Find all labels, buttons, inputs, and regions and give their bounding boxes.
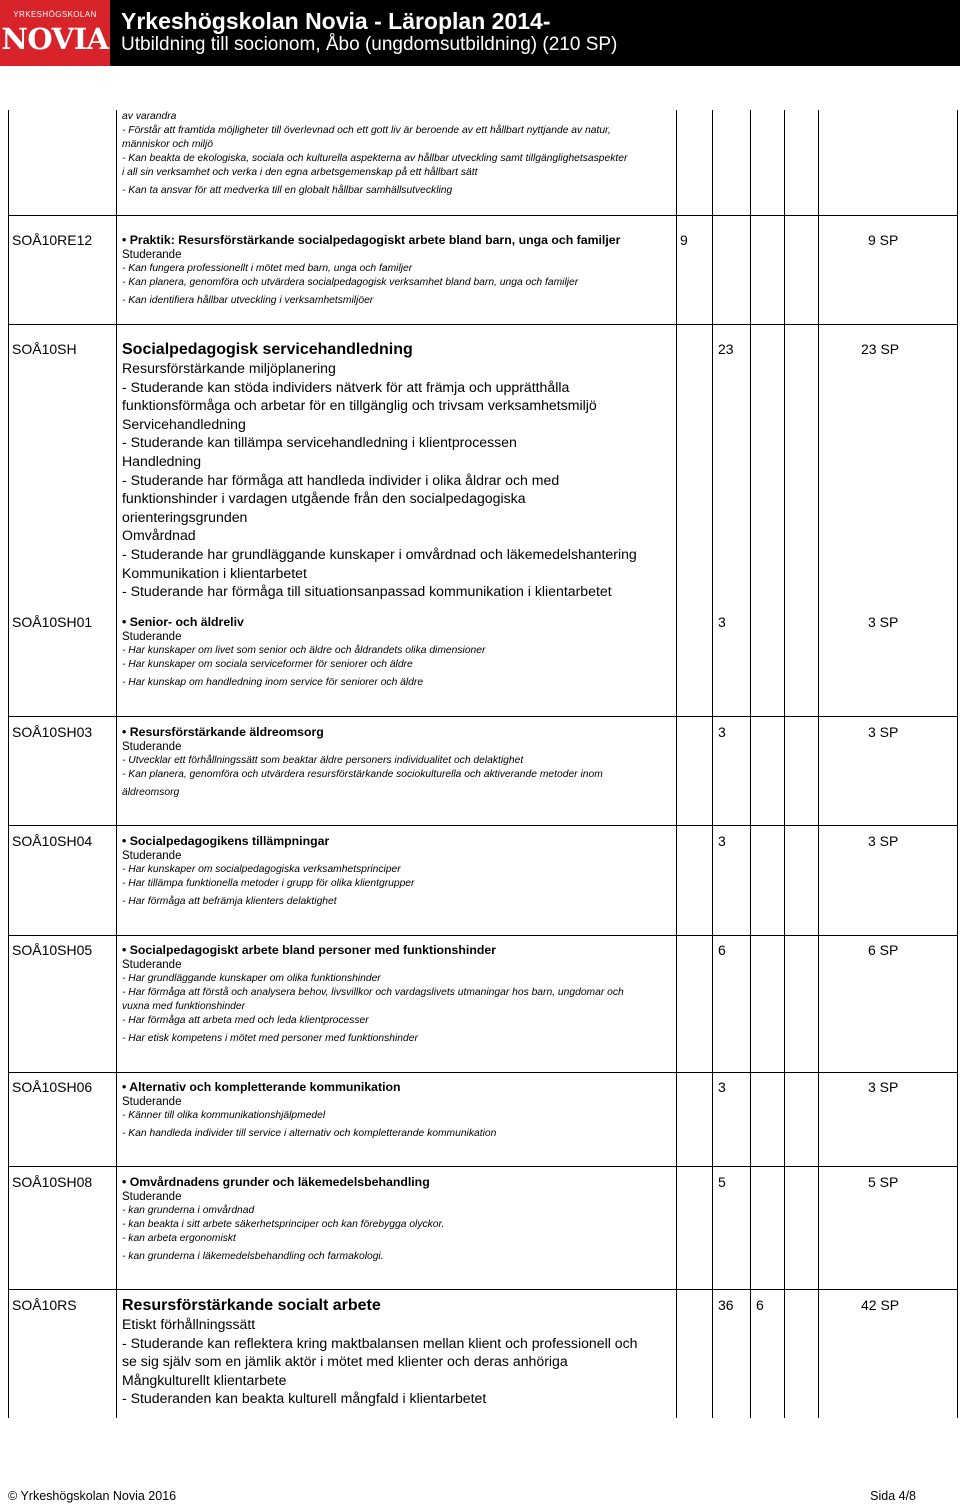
column-divider [116,110,117,1418]
credit-value: 3 [718,614,726,630]
outcome-line: vuxna med funktionshinder [122,1001,246,1012]
course-sublabel: Studerande [122,959,182,971]
outcome-line: - Har etisk kompetens i mötet med personer med funktionshinder [122,1033,418,1044]
course-content [122,724,674,800]
outcome-line: - Studerande kan stöda individers nätverk för att främja och upprätthålla [122,378,570,395]
course-title: • Senior- och äldreliv [122,615,244,629]
column-divider [784,110,785,1418]
course-content [122,1174,674,1264]
course-title: Resursförstärkande socialt arbete [122,1297,381,1314]
course-code: SOÅ10SH08 [12,1174,93,1190]
course-title: • Alternativ och kompletterande kommunikation [122,1080,401,1094]
course-content [122,614,674,690]
table-border-right [957,110,958,1418]
outcome-line: - Förstår att framtida möjligheter till överlevnad och ett gott liv är beroende av ett hållbart nyttjande av natur, [122,125,611,136]
header-title: Yrkeshögskolan Novia - Läroplan 2014- [121,8,551,34]
credit-value: 6 [718,942,726,958]
outcome-line: - Studerande har förmåga att handleda individer i olika åldrar och med [122,471,560,488]
credit-total: 3 SP [868,1079,899,1095]
course-content [122,1296,674,1408]
outcome-line: Servicehandledning [122,415,246,432]
column-divider [750,110,751,1418]
logo-top-text: YRKESHÖGSKOLAN [13,10,97,19]
course-code: SOÅ10SH05 [12,942,93,958]
column-divider [818,110,819,1418]
course-code: SOÅ10RS [12,1297,77,1313]
row-divider [8,215,957,216]
course-content [122,232,674,308]
footer-page-number: Sida 4/8 [870,1489,916,1503]
outcome-line: - Har kunskaper om livet som senior och äldre och åldrandets olika dimensioner [122,645,486,656]
outcome-line: människor och miljö [122,139,213,150]
credit-total: 3 SP [868,833,899,849]
outcome-line: - Kan fungera professionellt i mötet med barn, unga och familjer [122,263,413,274]
outcome-line: - Har förmåga att förstå och analysera behov, livsvillkor och vardagslivets utmaningar hos barn, ungdomar och [122,987,624,998]
credit-total: 9 SP [868,232,899,248]
column-divider [676,110,677,1418]
credit-total: 3 SP [868,724,899,740]
course-title: • Resursförstärkande äldreomsorg [122,725,324,739]
credit-total: 6 SP [868,942,899,958]
course-sublabel: Studerande [122,631,182,643]
outcome-line: - Kan beakta de ekologiska, sociala och kulturella aspekterna av hållbar utveckling samt tillgänglighetsaspekter [122,153,628,164]
course-content [122,942,674,1046]
outcome-line: i all sin verksamhet och verka i den egna arbetsgemenskap på ett hållbart sätt [122,167,478,178]
course-code: SOÅ10SH06 [12,1079,93,1095]
credit-value: 23 [718,341,734,357]
outcome-line: Kommunikation i klientarbetet [122,564,307,581]
row-divider [8,1289,957,1290]
credit-value: 3 [718,833,726,849]
course-code: SOÅ10SH01 [12,614,93,630]
credit-value: 36 [718,1297,734,1313]
outcome-line: äldreomsorg [122,787,180,798]
outcome-line: - Kan ta ansvar för att medverka till en globalt hållbar samhällsutveckling [122,185,453,196]
credit-value: 9 [680,232,688,248]
credit-total: 42 SP [861,1297,900,1313]
course-sublabel: Studerande [122,1191,182,1203]
outcome-line: - Utvecklar ett förhållningssätt som beaktar äldre personers individualitet och delaktighet [122,755,524,766]
course-title: • Socialpedagogiskt arbete bland personer med funktionshinder [122,943,496,957]
course-content [122,340,674,601]
credit-value: 3 [718,724,726,740]
page-header [0,0,960,66]
credit-total: 23 SP [861,341,900,357]
outcome-line: Omvårdnad [122,527,196,544]
top-continuation [122,110,674,198]
outcome-line: - kan beakta i sitt arbete säkerhetsprinciper och kan förebygga olyckor. [122,1219,445,1230]
course-code: SOÅ10SH03 [12,724,93,740]
outcome-line: - Studerande kan tillämpa servicehandledning i klientprocessen [122,434,517,451]
outcome-line: av varandra [122,111,177,122]
course-title: • Omvårdnadens grunder och läkemedelsbehandling [122,1175,430,1189]
outcome-line: - kan grunderna i omvårdnad [122,1205,255,1216]
outcome-line: - kan arbeta ergonomiskt [122,1233,236,1244]
credit-total: 5 SP [868,1174,899,1190]
course-title: Socialpedagogisk servicehandledning [122,341,413,358]
course-title: • Socialpedagogikens tillämpningar [122,834,330,848]
outcome-line: Resursförstärkande miljöplanering [122,360,336,376]
course-sublabel: Studerande [122,1096,182,1108]
course-code: SOÅ10RE12 [12,232,93,248]
outcome-line: Handledning [122,452,202,469]
outcome-line: - Har tillämpa funktionella metoder i grupp för olika klientgrupper [122,878,415,889]
outcome-line: orienteringsgrunden [122,508,248,525]
outcome-line: Mångkulturellt klientarbete [122,1371,287,1388]
outcome-line: - Kan planera, genomföra och utvärdera resursförstärkande sociokulturella och aktiverande metoder inom [122,769,603,780]
course-sublabel: Studerande [122,249,182,261]
row-divider [8,1166,957,1167]
table-border-left [8,110,9,1418]
credit-value-2: 6 [756,1297,764,1313]
row-divider [8,825,957,826]
row-divider [8,1072,957,1073]
column-divider [712,110,713,1418]
outcome-line: se sig själv som en jämlik aktör i mötet med klienter och deras anhöriga [122,1353,568,1370]
course-code: SOÅ10SH [12,341,77,357]
credit-total: 3 SP [868,614,899,630]
course-sublabel: Studerande [122,850,182,862]
outcome-line: - Kan planera, genomföra och utvärdera socialpedagogisk verksamhet bland barn, unga och familjer [122,277,579,288]
outcome-line: funktionsförmåga och arbetar för en tillgänglig och trivsam verksamhetsmiljö [122,397,597,414]
outcome-line: - Kan handleda individer till service i alternativ och kompletterande kommunikation [122,1128,497,1139]
outcome-line: - Har kunskaper om socialpedagogiska verksamhetsprinciper [122,864,401,875]
footer-copyright: © Yrkeshögskolan Novia 2016 [8,1489,177,1503]
outcome-line: - Studerande har grundläggande kunskaper i omvårdnad och läkemedelshantering [122,545,637,562]
outcome-line: - Kan identifiera hållbar utveckling i verksamhetsmiljöer [122,295,374,306]
outcome-line: - Studerande har förmåga till situationsanpassad kommunikation i klientarbetet [122,583,612,600]
novia-logo [0,0,110,66]
course-content [122,1079,674,1141]
course-content [122,833,674,909]
course-sublabel: Studerande [122,741,182,753]
course-code: SOÅ10SH04 [12,833,93,849]
outcome-line: - Studerande kan reflektera kring maktbalansen mellan klient och professionell och [122,1334,638,1351]
course-title: • Praktik: Resursförstärkande socialpedagogiskt arbete bland barn, unga och familjer [122,233,621,247]
outcome-line: funktionshinder i vardagen utgående från den socialpedagogiska [122,490,526,507]
header-subtitle: Utbildning till socionom, Åbo (ungdomsutbildning) (210 SP) [121,34,618,55]
outcome-line: Etiskt förhållningssätt [122,1316,256,1332]
row-divider [8,716,957,717]
outcome-line: - Har grundläggande kunskaper om olika funktionshinder [122,973,381,984]
credit-value: 3 [718,1079,726,1095]
row-divider [8,935,957,936]
outcome-line: - Har kunskap om handledning inom service för seniorer och äldre [122,677,424,688]
outcome-line: - Har förmåga att arbeta med och leda klientprocesser [122,1015,369,1026]
outcome-line: - kan grunderna i läkemedelsbehandling och farmakologi. [122,1251,384,1262]
outcome-line: - Studeranden kan beakta kulturell mångfald i klientarbetet [122,1390,487,1407]
credit-value: 5 [718,1174,726,1190]
outcome-line: - Känner till olika kommunikationshjälpmedel [122,1110,326,1121]
outcome-line: - Har förmåga att befrämja klienters delaktighet [122,896,337,907]
logo-main-text: NOVIA [1,22,109,56]
outcome-line: - Har kunskaper om sociala serviceformer för seniorer och äldre [122,659,413,670]
row-divider [8,324,957,325]
